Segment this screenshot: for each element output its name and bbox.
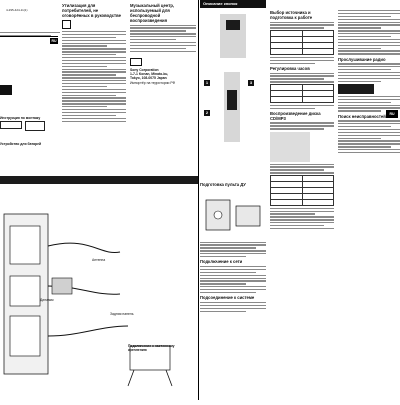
clock-table xyxy=(270,84,334,103)
installation-diagram xyxy=(0,186,198,400)
column-6 xyxy=(338,0,400,400)
speaker-left xyxy=(10,226,40,264)
caption-back-panel: Задняя панель xyxy=(110,312,134,316)
cable-1 xyxy=(48,243,120,252)
col2-first-heading: Утилизация для потребителей, не оговорённых в руководстве xyxy=(62,3,121,18)
column-3 xyxy=(130,0,196,175)
remote-keypad xyxy=(227,90,237,110)
num-3: 3 xyxy=(249,80,253,85)
caption-antenna: Антенна xyxy=(92,258,106,262)
source-table xyxy=(270,30,334,55)
caption-mount: Подключение к настенному креплению xyxy=(128,344,175,353)
recycle-icon xyxy=(62,20,71,29)
caption-speaker: Динамик xyxy=(40,298,54,302)
addr-line-2: 1-7-1 Konan, Minato-ku, xyxy=(130,72,169,77)
num-1: 1 xyxy=(205,80,209,85)
clock-title: Регулировка часов xyxy=(270,65,310,71)
language-badge: RU xyxy=(51,39,57,43)
connect-title: Подключение к сети xyxy=(200,259,243,265)
right-language-badge: RU xyxy=(386,110,398,118)
addr-line-3: Tokyo, 108-0075 Japan xyxy=(130,76,167,81)
sub-heading-1: Инструкция по монтажу xyxy=(0,116,41,120)
cd-table xyxy=(270,175,334,206)
source-title: Выбор источника и подготовка к работе xyxy=(270,10,313,20)
disc-illustration xyxy=(270,132,310,162)
battery-icon xyxy=(0,85,12,95)
sony-logo-mark xyxy=(130,58,142,66)
main-unit xyxy=(10,276,40,306)
column-5 xyxy=(270,0,334,400)
page-divider xyxy=(198,0,199,400)
antenna-title: Подсоединение к системе xyxy=(200,295,255,301)
sub-heading-2: Устройство для батарей xyxy=(0,142,42,146)
col2-heading: Музыкальный центр, используемый для беспроводной воспроизведения xyxy=(130,3,175,23)
section-band xyxy=(0,176,198,184)
cd-title: Воспроизведение диска CD/MP3 xyxy=(270,110,321,121)
cable-3 xyxy=(48,326,128,336)
remote-setup-title: Подготовка пульта ДУ xyxy=(200,182,246,187)
doc-code: 4-295-424-11(1) xyxy=(6,8,28,12)
battery-box xyxy=(25,121,45,131)
num-2: 2 xyxy=(205,110,209,115)
column-2 xyxy=(62,0,126,175)
radio-title: Прослушивание радио xyxy=(338,56,386,62)
battery-insert-illustration xyxy=(202,196,264,236)
addr-line-1: Sony Corporation xyxy=(130,67,159,72)
connector-block xyxy=(52,278,72,294)
text-line xyxy=(0,32,60,33)
speaker-right xyxy=(10,316,40,356)
device-display xyxy=(226,20,240,30)
warning-box xyxy=(0,121,22,129)
column-4-text xyxy=(200,240,266,400)
troubleshoot-title: Поиск неисправностей xyxy=(338,113,386,119)
col3-heading: Описание кнопок xyxy=(200,0,266,8)
top-divider xyxy=(0,36,58,37)
radio-display xyxy=(338,84,374,94)
addr-line-4: Импортёр на территории РФ xyxy=(130,80,176,85)
diagram-svg xyxy=(0,186,198,400)
